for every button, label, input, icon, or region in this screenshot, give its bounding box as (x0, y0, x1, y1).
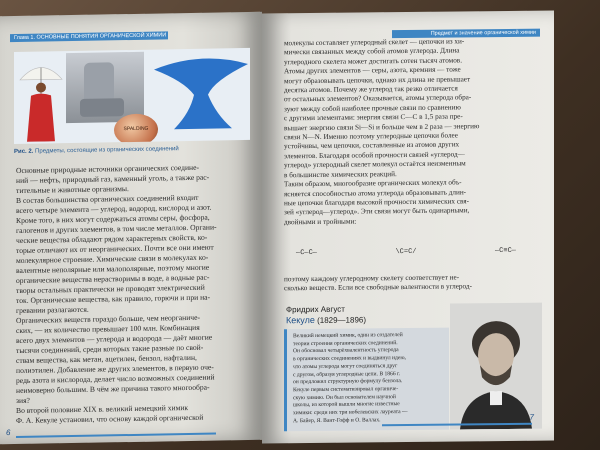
bio-line: с другом, образуя углеродные цепи. В 1866 г. (293, 370, 401, 378)
biography-text (293, 332, 445, 426)
text-line: от остальных элементов? Оказывается, атомы углерода обра- (284, 93, 472, 104)
text-line: десятка атомов. Почему же углерод так резко отличается (284, 84, 458, 95)
text-line: полиэтилен. Добавление же других элементов, в первую оче- (16, 362, 214, 376)
caption-text: Предметы, состоящие из органических соединений (35, 146, 179, 155)
text-line: зия? (16, 395, 30, 406)
text-line: Органических веществ гораздо больше, чем неорганиче- (16, 312, 200, 326)
text-line: связи N—N. Именно поэтому углеродные цепочки более (284, 131, 458, 142)
text-line: торые отличают их от неорганических. Почти все они имеют (16, 242, 214, 256)
basketball-image (114, 114, 158, 145)
bio-line: в органических соединениях и выдвинул идею, (293, 355, 406, 363)
text-line: вышает энергию связи Si—Si и больше чем в 2 раза — энергию (284, 121, 480, 132)
text-line: гревании разлагаются. (16, 304, 89, 316)
text-line: молекулярное строение. Химические связи в молекулах ко- (16, 252, 209, 266)
bio-surname: Кекуле (286, 314, 315, 326)
text-line: мически связанных между собой атомов углерода. Длина (284, 46, 460, 57)
text-line: сколько веществ. Если все свободные валентности в углерод- (284, 282, 472, 293)
double-bond-formula: \C=C/ (395, 247, 417, 257)
text-line: могут образовывать цепочки, однако их длина не превышает (284, 74, 471, 85)
text-line: Во второй половине XIX в. великий немецкий химик (16, 403, 189, 416)
open-textbook (0, 8, 560, 442)
text-line: валентные неполярные или малополярные, поэтому многие (16, 262, 210, 276)
right-body-text-bottom (284, 273, 546, 295)
bio-line: Великий немецкий химик, один из создателей (293, 332, 403, 340)
bio-line: школы, из которой вышли многие известные (293, 401, 400, 409)
text-line: молекулы составляет углеродный скелет — цепочки из хи- (284, 37, 465, 48)
car-interior-image (66, 52, 144, 123)
bio-line: теории строения органических соединений. (293, 339, 398, 347)
bio-line: что атомы углерода могут соединяться друг (293, 362, 398, 371)
right-body-text-top (284, 37, 546, 228)
text-line: тительные и животные организмы. (16, 184, 129, 196)
text-line: ствам вещества, как метан, ацетилен, бензол, нафталин, (16, 352, 197, 366)
text-line: ний — нефть, природный газ, каменный уголь, а также рас- (16, 172, 210, 186)
text-line: творы остальных практически не проводят электрический (16, 282, 205, 296)
text-line: Ф. А. Кекуле установил, что основу каждой органической (16, 412, 204, 426)
text-line: редь азота и кислорода, делает число возможных соединений (16, 372, 215, 386)
text-line: зей «углерод—углерод». Эти связи могут быть одинарными, (284, 206, 470, 217)
caption-label: Рис. 2. (14, 148, 34, 156)
woman-with-umbrella-image (18, 55, 64, 142)
basketball-brand-label: SPALDING (123, 125, 149, 133)
figure-2-photo (14, 48, 250, 144)
text-line: Таким образом, многообразие органических молекул объ- (284, 178, 462, 189)
text-line: ные цепочки благодаря высокой прочности химических свя- (284, 197, 470, 208)
single-bond-formula: —C—C— (296, 248, 318, 258)
text-line: ческие вещества обладают рядом характерных свойств, ко- (16, 232, 208, 246)
left-footer-rule (16, 433, 216, 438)
triple-bond-formula: —C≡C— (494, 246, 516, 256)
bio-line: он предложил структурную формулу бензола. (293, 378, 403, 386)
text-line: неимоверно большим. В чём же причина такого многообра- (16, 382, 210, 396)
text-line: Атомы других элементов — серы, азота, кремния — тоже (284, 65, 461, 76)
left-page (0, 12, 262, 445)
blue-plastic-lamp-image (154, 54, 248, 134)
text-line: элементов. Благодаря особой прочности связей «углерод— (284, 150, 465, 161)
text-line: ясняется способностью атома углерода образовывать длин- (284, 187, 467, 198)
text-line: ток. Органические вещества, как правило, горючи и при на- (16, 292, 211, 306)
text-line: двойными и тройными: (284, 217, 357, 227)
left-page-number: 6 (6, 428, 11, 438)
text-line: В состав большинства органических соединений входит (16, 192, 199, 206)
right-running-head: Предмет и значение органической химии (392, 29, 540, 39)
bio-line: химики: среди них три нобелевских лауреата — (293, 409, 408, 417)
text-line: поэтому каждому углеродному скелету соответствует не- (284, 273, 460, 284)
text-line: всего четыре элемента — углерод, водород, кислород и азот. (16, 202, 212, 216)
figure-caption (14, 146, 179, 155)
text-line: тысячи соединений, среди которых такие разные по свой- (16, 342, 204, 356)
text-line: с другими элементами: энергия связи С—С в 1,5 раза пре- (284, 112, 463, 123)
car-seat-shape (66, 52, 144, 123)
right-page (262, 10, 554, 443)
biography-heading (286, 304, 366, 326)
bio-years: (1829—1896) (317, 315, 367, 325)
bio-line: Он обосновал четырёхвалентность углерода (293, 347, 399, 355)
bio-first-name: Фридрих Август (286, 304, 345, 315)
carbon-bond-formulas (296, 247, 516, 267)
text-line: углерод» углеродный скелет молекул остаётся неизменным (284, 159, 466, 170)
text-line: ских, — их количество превышает 100 млн. Комбинация (16, 322, 200, 336)
kekule-portrait-image (450, 303, 542, 430)
text-line: органические вещества нерастворимы в воде, а водные рас- (16, 272, 210, 286)
text-line: Кроме того, в них могут содержаться атомы серы, фосфора, (16, 212, 210, 226)
left-body-text (16, 162, 254, 426)
text-line: в большинстве химических реакций. (284, 169, 397, 179)
text-line: всего двух элементов — углерода и водорода — даёт многие (16, 332, 213, 346)
portrait-drawing (450, 303, 542, 430)
right-page-number: 7 (529, 412, 534, 422)
left-running-head: Глава 1. ОСНОВНЫЕ ПОНЯТИЯ ОРГАНИЧЕСКОЙ ХИМИИ (10, 31, 168, 42)
text-line: устойчивы, чем цепочки, составленные из атомов других (284, 140, 460, 151)
bio-line: Кекуле первым систематизировал органиче- (293, 386, 399, 394)
text-line: Основные природные источники органических соедине- (16, 162, 200, 176)
text-line: углеродного скелета может достигать сотен тысяч атомов. (284, 56, 462, 67)
bio-line: скую химию. Он был основателем научной (293, 393, 396, 401)
bio-line: А. Байер, Я. Вант-Гофф и О. Валлах. (293, 417, 381, 424)
biography-box (284, 328, 449, 432)
text-line: галогенов и других элементов, в том числе металлов. Органи- (16, 222, 217, 236)
text-line: зуют между собой наиболее прочные связи по сравнению (284, 103, 461, 114)
